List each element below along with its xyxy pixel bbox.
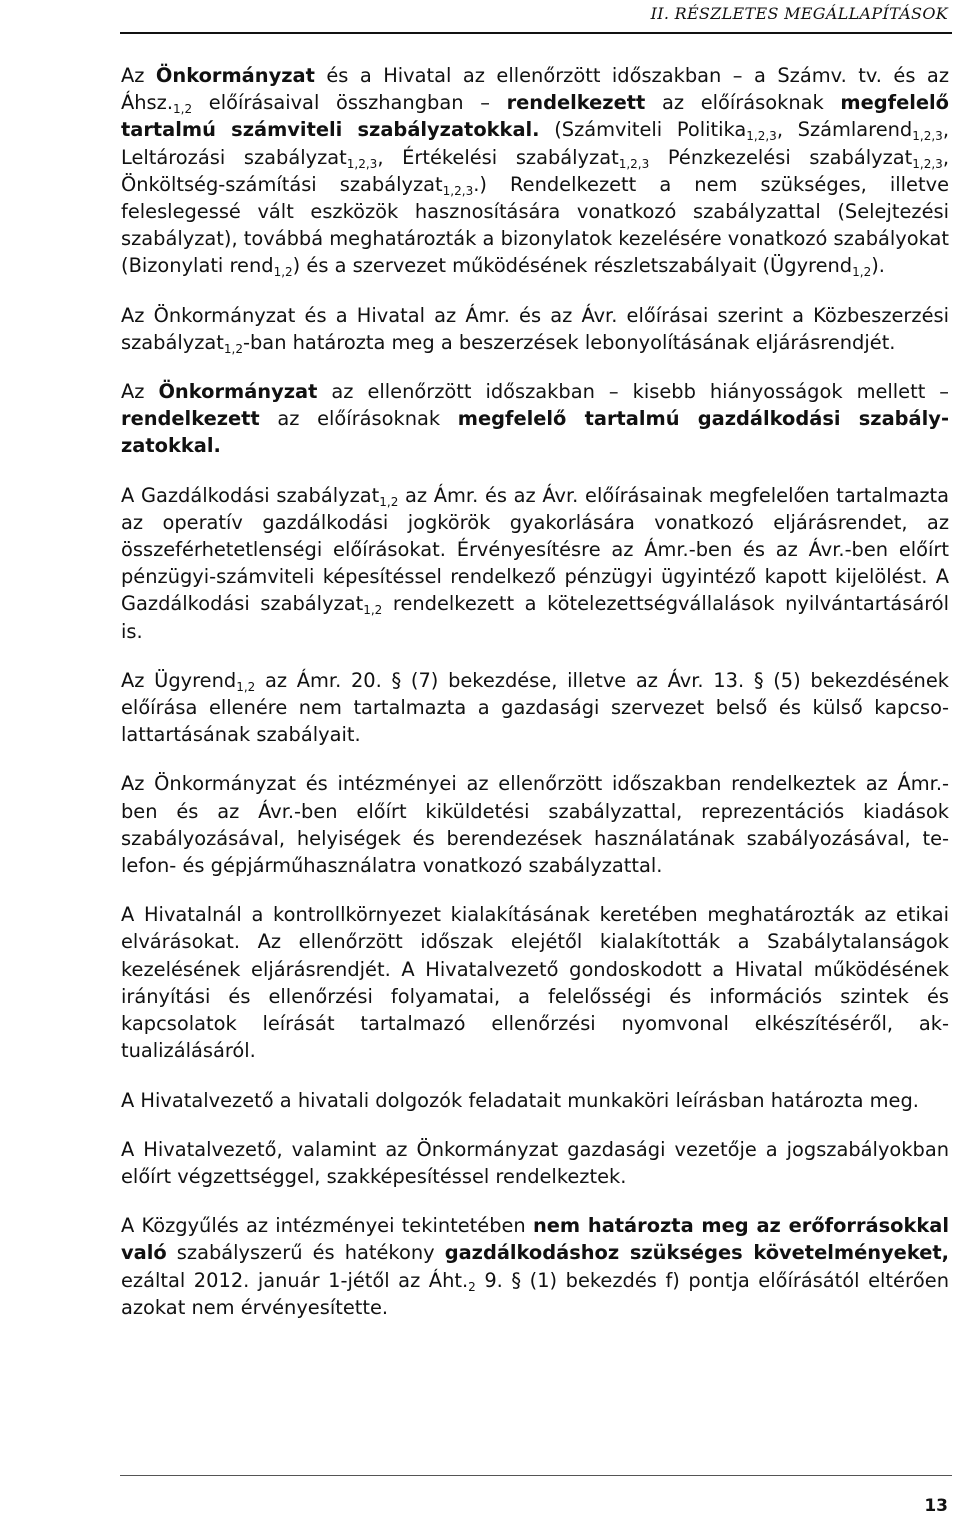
bold-text: rendelkezett	[121, 407, 260, 431]
text-run: , Számlarend	[776, 118, 913, 142]
text-run: Az Ügyrend	[121, 668, 237, 692]
text-run: -ban határozta meg a beszerzések lebonyolításának eljárásrendjét.	[243, 330, 896, 354]
subscript-reference: 1,2,3	[346, 156, 378, 171]
paragraph	[121, 482, 949, 645]
bold-text: rendelkezett	[506, 91, 646, 115]
text-run: az Ámr. és az Ávr. előírásainak megfelelően tartalmazta az operatív gazdálkodási jogkörök gyakorlására vonatkozó eljárásrendet, az összeférhetetlenségi előírásokat. Érvényesítésre az Ámr.-ben és az Ávr.-ben előírt pénzügyi-számviteli képesítéssel rendelkező pénzügyi ügyintéző kapott kijelölést. A Gazdálkodási szabályzat	[121, 483, 949, 616]
text-run: A Hivatalvezető, valamint az Önkormányzat gazdasági vezetője a jogszabályokban előírt végzettséggel, szakképesítéssel rendelkeztek.	[121, 1137, 949, 1188]
text-run: , Leltározási szabályzat	[121, 118, 949, 169]
text-run: ezáltal 2012. január 1-jétől az Áht.	[121, 1268, 469, 1292]
subscript-reference: 1,2	[363, 603, 383, 618]
page-header	[0, 0, 960, 40]
text-run: A Hivatalnál a kontrollkörnyezet kialakításának keretében meghatározták az etikai elvárásokat. Az ellenőrzött időszak elejétől kialakították a Szabálytalanságok kezelésének eljárásrendjét. A Hivatalvezető gondoskodott a Hivatal működésének irányítási és ellenőrzési folyamatai, a felelősségi és információs szintek és kapcsolatok leírását tartalmazó ellenőrzési nyomvonal elkészítéséről, aktualizálásáról.	[121, 903, 949, 1063]
text-run: (Számviteli Politika	[539, 118, 747, 142]
text-run: Az	[121, 64, 156, 87]
text-run: A Gazdálkodási szabályzat	[121, 483, 380, 507]
text-run: Pénzkezelési szabályzat	[649, 145, 913, 169]
text-run: , Önköltség-számítási szabályzat	[121, 145, 949, 196]
bold-text: gazdálkodáshoz szükséges követelményeket,	[444, 1241, 949, 1265]
text-run: rendelkezett a kötelezettségvállalások nyilvántartásáról is.	[121, 592, 949, 643]
subscript-reference: 1,2	[236, 680, 256, 695]
bold-text: megfelelő tartalmú gazdálkodási szabályzatokkal.	[121, 407, 949, 458]
paragraph	[121, 770, 949, 879]
text-run: az előírásoknak	[259, 407, 458, 431]
text-run: 9. § (1) bekezdés f) pontja előírásától eltérően azokat nem érvényesítette.	[121, 1268, 949, 1319]
subscript-reference: 1,2,3	[746, 129, 777, 144]
subscript-reference: 1,2	[223, 342, 243, 357]
text-run: ).	[871, 254, 885, 278]
paragraph	[121, 378, 949, 460]
subscript-reference: 1,2	[173, 102, 193, 117]
text-run: .) Rendelkezett a nem szükséges, illetve feleslegessé vált eszközök hasznosítására vonatkozó szabályzattal (Selejtezési szabályzat), továbbá meghatározták a bizonylatok kezelésére vonatkozó szabályokat (Bizonylati rend	[121, 172, 949, 278]
subscript-reference: 1,2	[852, 265, 872, 280]
paragraph	[121, 62, 949, 280]
header-divider	[120, 32, 952, 34]
subscript-reference: 1,2,3	[912, 156, 943, 171]
text-run: előírásaival összhangban –	[192, 91, 507, 115]
subscript-reference: 1,2,3	[618, 156, 650, 171]
text-run: szabályszerű és hatékony	[166, 1241, 445, 1265]
text-run: és a Hivatal az ellenőrzött időszakban – a Számv. tv. és az Áhsz.	[121, 64, 949, 115]
paragraph	[121, 1136, 949, 1190]
paragraph	[121, 1212, 949, 1321]
subscript-reference: 1,2	[379, 494, 399, 509]
bold-text: nem határozta meg az erőforrásokkal való	[121, 1214, 950, 1265]
paragraph	[121, 302, 949, 356]
text-run: Az Önkormányzat és intézményei az ellenőrzött időszakban rendelkeztek az Ámr.-ben és az Ávr.-ben előírt kiküldetési szabályzattal, reprezentációs kiadások szabályozásával, helyiségek és berendezések használatának szabályozásával, telefon- és gépjárműhasználatra vonatkozó szabályzattal.	[121, 772, 949, 878]
text-run: az ellenőrzött időszakban – kisebb hiányosságok mellett –	[317, 380, 949, 404]
subscript-reference: 1,2	[273, 265, 293, 280]
page-number: 13	[924, 1496, 948, 1516]
footer-divider	[120, 1475, 952, 1476]
subscript-reference: 2	[468, 1279, 476, 1294]
bold-text: Önkormányzat	[155, 64, 315, 87]
subscript-reference: 1,2,3	[442, 184, 474, 199]
paragraph	[121, 1087, 949, 1114]
bold-text: megfelelő tartalmú számviteli szabályzatokkal.	[121, 91, 949, 142]
paragraph	[121, 667, 949, 749]
text-run: Az	[121, 380, 159, 404]
text-run: az előírásoknak	[645, 91, 841, 115]
text-run: az Ámr. 20. § (7) bekezdése, illetve az Ávr. 13. § (5) bekezdésének előírása ellenére nem tartalmazta a gazdasági szervezet belső és külső kapcsolattartásának szabályait.	[121, 668, 949, 747]
text-run: Az Önkormányzat és a Hivatal az Ámr. és az Ávr. előírásai szerint a Közbeszerzési szabályzat	[121, 303, 949, 354]
paragraph	[121, 901, 949, 1064]
text-run: A Közgyűlés az intézményei tekintetében	[121, 1214, 533, 1238]
text-run: ) és a szervezet működésének részletszabályait (Ügyrend	[292, 254, 853, 278]
section-title: II. RÉSZLETES MEGÁLLAPÍTÁSOK	[650, 4, 948, 23]
document-body	[121, 62, 949, 1343]
subscript-reference: 1,2,3	[912, 129, 943, 144]
bold-text: Önkormányzat	[158, 380, 318, 404]
text-run: , Értékelési szabályzat	[377, 145, 619, 169]
text-run: A Hivatalvezető a hivatali dolgozók feladatait munkaköri leírásban határozta meg.	[121, 1088, 919, 1112]
